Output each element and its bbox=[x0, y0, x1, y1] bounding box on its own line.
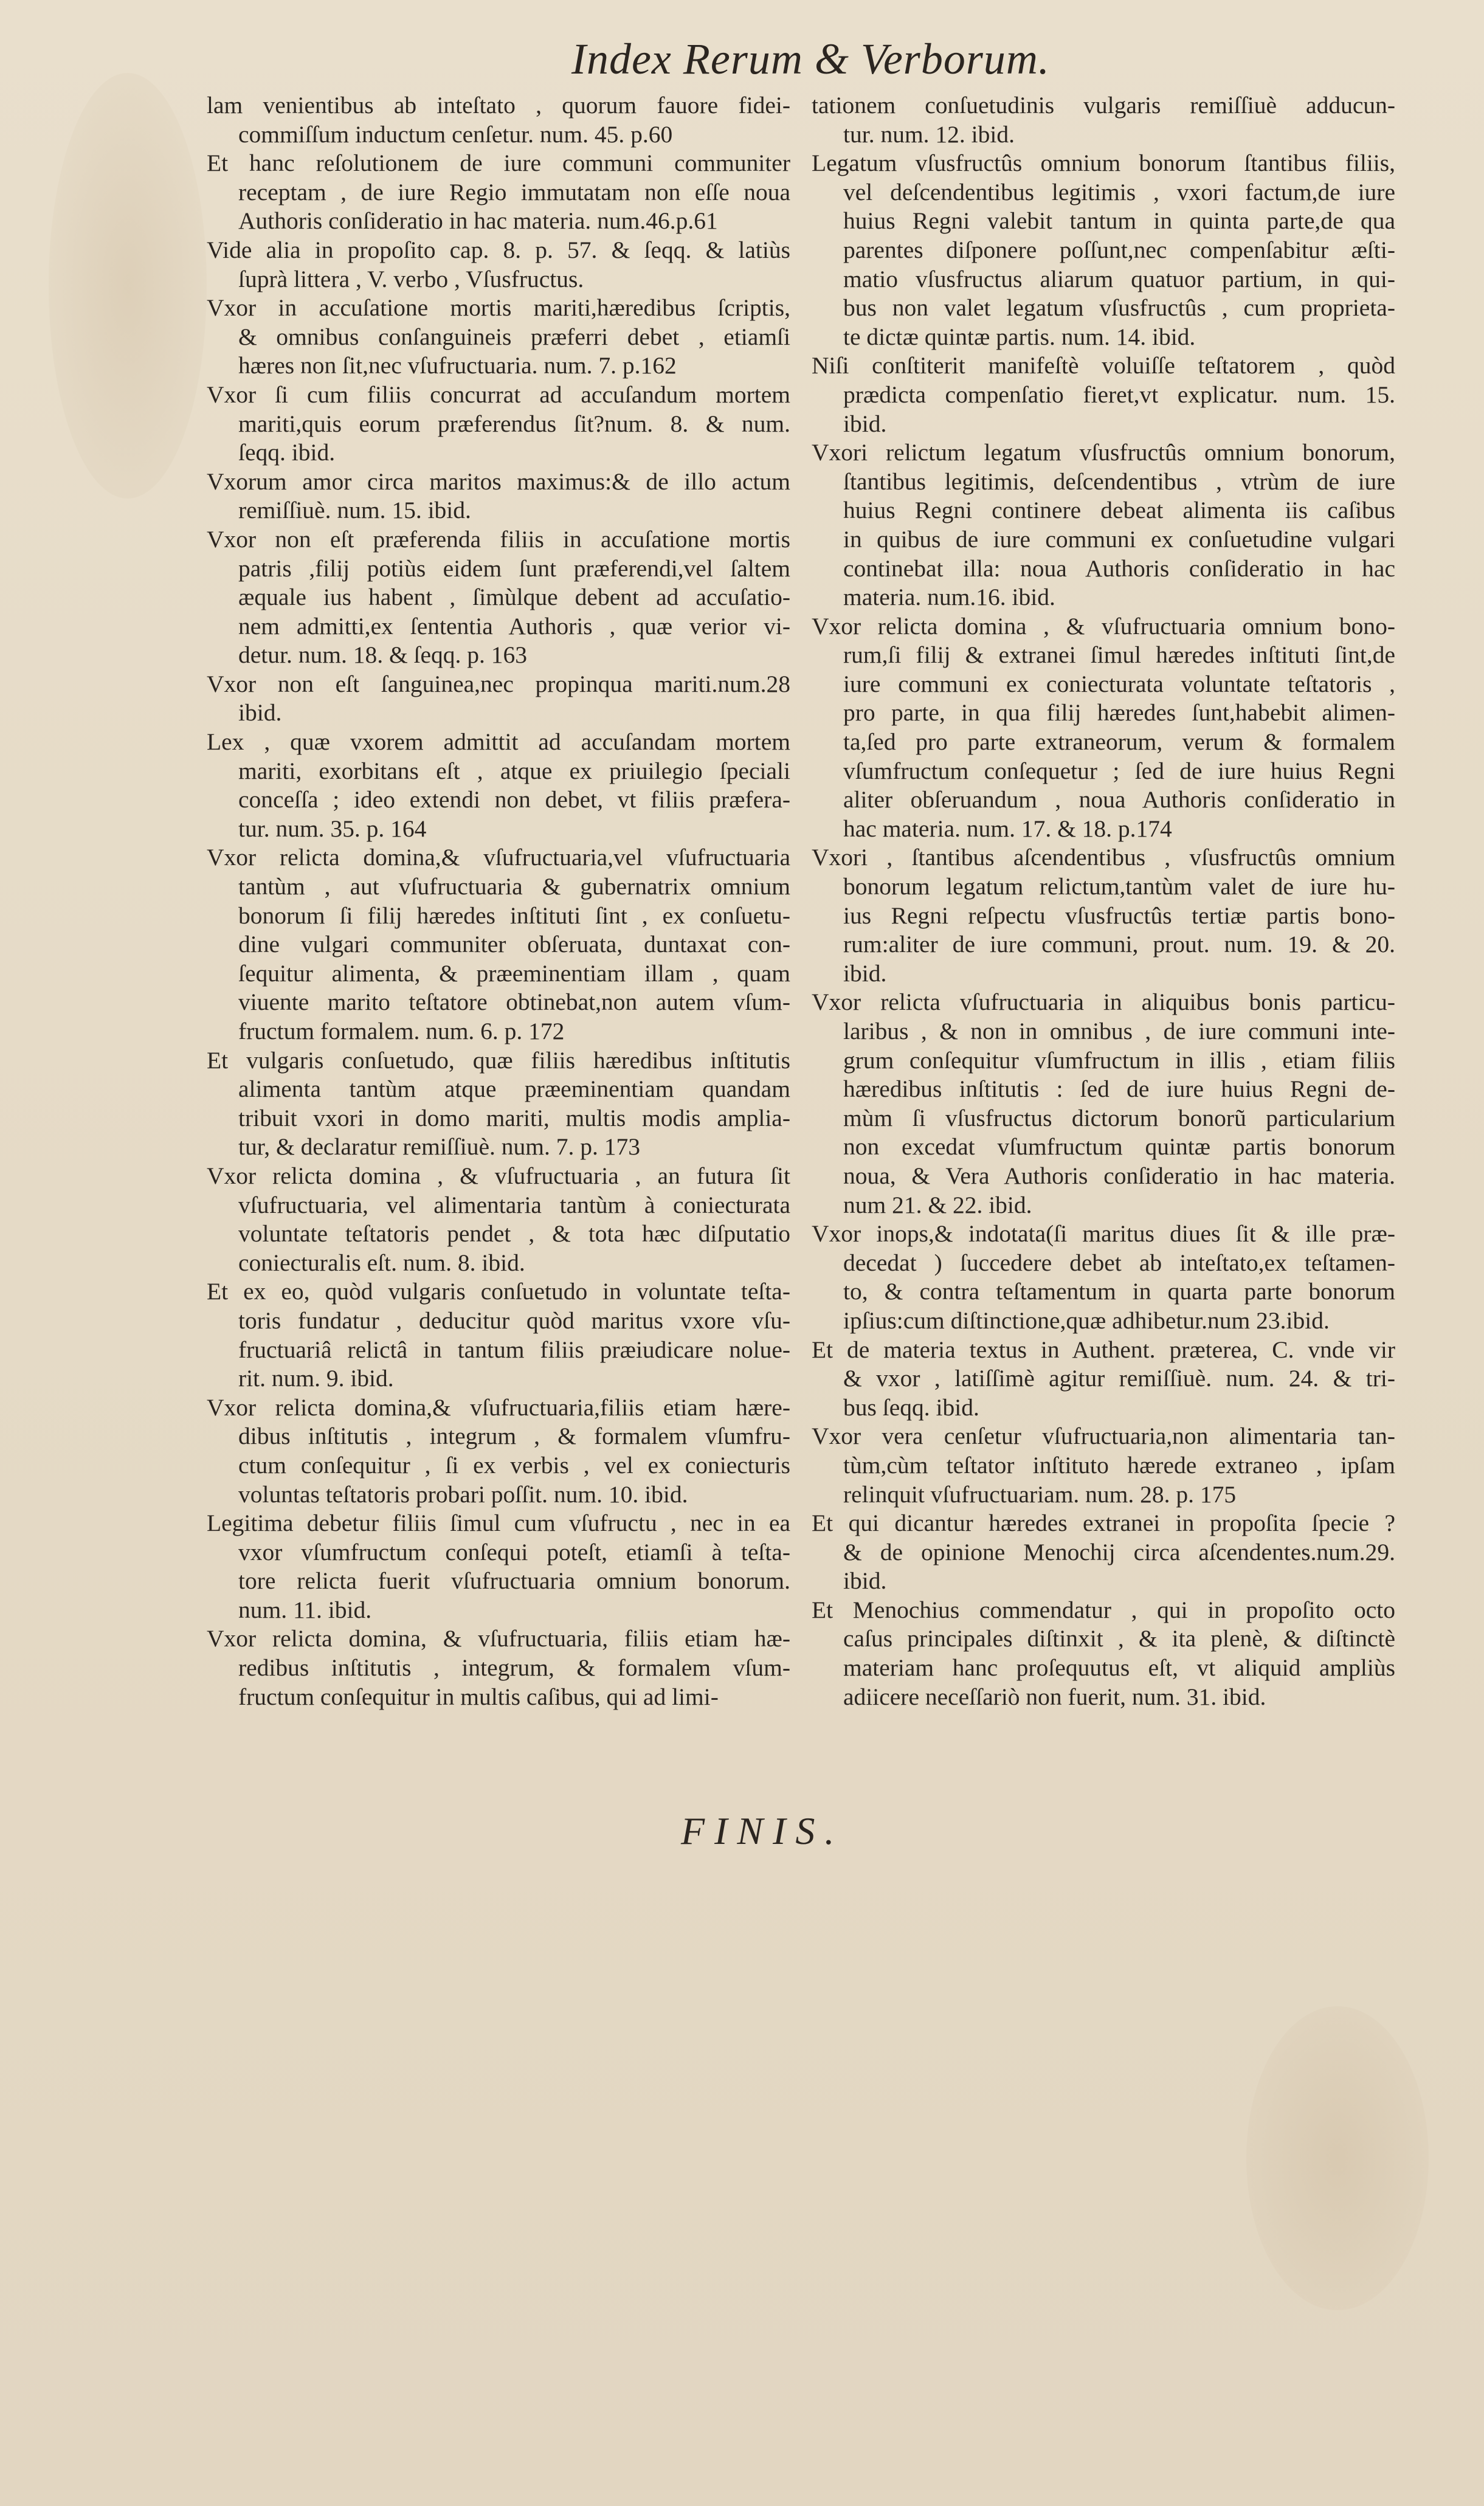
index-entry-line: Legitima debetur filiis ſimul cum vſufructu , nec in ea bbox=[207, 1510, 790, 1537]
index-entry-line: nem admitti,ex ſententia Authoris , quæ verior vi- bbox=[238, 612, 790, 640]
index-entry-line: tore relicta fuerit vſufructuaria omnium bonorum. bbox=[238, 1567, 790, 1595]
index-entry-line: materia. num.16. ibid. bbox=[843, 584, 1055, 611]
index-entry-line: te dictæ quintæ partis. num. 14. ibid. bbox=[843, 323, 1196, 350]
index-entry-line: Vxor relicta domina, & vſufructuaria, filiis etiam hæ- bbox=[207, 1625, 790, 1652]
index-entry-line: ius Regni reſpectu vſusfructûs tertiæ partis bono- bbox=[843, 902, 1395, 929]
index-entry-line: mariti,quis eorum præferendus ſit?num. 8. & num. bbox=[238, 410, 790, 437]
index-entry-line: & de opinione Menochij circa aſcendentes.num.29. bbox=[843, 1538, 1395, 1565]
index-entry-line: Lex , quæ vxorem admittit ad accuſandam mortem bbox=[207, 728, 790, 756]
index-entry-line: tur. num. 35. p. 164 bbox=[238, 815, 427, 842]
index-entry-line: Vide alia in propoſito cap. 8. p. 57. & ſeqq. & latiùs bbox=[207, 236, 790, 263]
finis-colophon: FINIS. bbox=[681, 1809, 844, 1852]
index-entry bbox=[207, 381, 790, 468]
index-entry-line: voluntate teſtatoris pendet , & tota hæc diſputatio bbox=[238, 1220, 790, 1248]
index-entry bbox=[812, 843, 1395, 988]
index-entry-line: receptam , de iure Regio immutatam non eſſe noua bbox=[238, 178, 790, 205]
index-entry-line: Vxor non eſt ſanguinea,nec propinqua mariti.num.28 bbox=[207, 670, 790, 697]
index-entry bbox=[812, 438, 1395, 612]
index-entry-line: hac materia. num. 17. & 18. p.174 bbox=[843, 815, 1172, 842]
index-entry-line: fructuariâ relictâ in tantum filiis præiudicare nolue- bbox=[238, 1336, 790, 1363]
index-entry bbox=[207, 843, 790, 1046]
index-entry-line: num 21. & 22. ibid. bbox=[843, 1191, 1032, 1218]
index-entry-line: vxor vſumfructum conſequi poteſt, etiamſi à teſta- bbox=[238, 1538, 790, 1565]
index-entry-line: ibid. bbox=[843, 410, 887, 437]
index-entry bbox=[812, 988, 1395, 1220]
index-entry-line: dibus inſtitutis , integrum , & formalem vſumfru- bbox=[238, 1423, 790, 1450]
index-entry-line: in quibus de iure communi ex conſuetudine vulgari bbox=[843, 525, 1395, 553]
index-entry-line: iure communi ex coniecturata voluntate teſtatoris , bbox=[843, 670, 1395, 697]
index-entry bbox=[207, 1046, 790, 1162]
index-entry-line: æquale ius habent , ſimùlque debent ad accuſatio- bbox=[238, 584, 790, 611]
index-entry-line: redibus inſtitutis , integrum, & formalem vſum- bbox=[238, 1654, 790, 1682]
index-entry bbox=[207, 149, 790, 236]
index-entry bbox=[207, 1624, 790, 1711]
page-stain bbox=[1246, 2006, 1429, 2310]
index-entry bbox=[207, 728, 790, 843]
index-entry-line: commiſſum inductum cenſetur. num. 45. p.60 bbox=[238, 120, 673, 148]
index-entry-line: rum:aliter de iure communi, prout. num. 19. & 20. bbox=[843, 931, 1395, 958]
index-entry-line: continebat illa: noua Authoris conſideratio in hac bbox=[843, 554, 1395, 582]
index-entry-line: ſeqq. ibid. bbox=[238, 439, 336, 466]
index-entry-line: decedat ) ſuccedere debet ab inteſtato,ex teſtamen- bbox=[843, 1249, 1395, 1276]
index-entry-line: Vxor vera cenſetur vſufructuaria,non alimentaria tan- bbox=[812, 1423, 1395, 1450]
index-entry bbox=[207, 1509, 790, 1624]
index-entry-line: dine vulgari communiter obſeruata, duntaxat con- bbox=[238, 931, 790, 958]
index-entry-line: alimenta tantùm atque præeminentiam quandam bbox=[238, 1075, 790, 1103]
index-entry-line: bonorum legatum relictum,tantùm valet de iure hu- bbox=[843, 873, 1395, 900]
index-entry-line: noua, & Vera Authoris conſideratio in hac materia. bbox=[843, 1162, 1395, 1189]
index-entry-line: Et Menochius commendatur , qui in propoſito octo bbox=[812, 1596, 1395, 1623]
index-entry-line: Et vulgaris conſuetudo, quæ filiis hæredibus inſtitutis bbox=[207, 1046, 790, 1074]
index-entry-line: Vxor relicta domina,& vſufructuaria,vel vſufructuaria bbox=[207, 844, 790, 871]
index-entry-line: conceſſa ; ideo extendi non debet, vt filiis præfera- bbox=[238, 786, 790, 813]
page-header-title: Index Rerum & Verborum. bbox=[571, 35, 1050, 83]
index-entry-line: bus non valet legatum vſusfructûs , cum proprieta- bbox=[843, 294, 1395, 322]
index-entry-line: relinquit vſufructuariam. num. 28. p. 175 bbox=[843, 1480, 1237, 1508]
index-entry-line: Vxorum amor circa maritos maximus:& de illo actum bbox=[207, 468, 790, 495]
index-entry bbox=[812, 91, 1395, 149]
index-entry-line: num. 11. ibid. bbox=[238, 1596, 372, 1623]
index-column-left bbox=[207, 91, 790, 1711]
index-entry-line: viuente marito teſtatore obtinebat,non autem vſum- bbox=[238, 989, 790, 1016]
index-entry-line: Et qui dicantur hæredes extranei in propoſita ſpecie ? bbox=[812, 1510, 1395, 1537]
index-entry-line: ibid. bbox=[843, 959, 887, 987]
index-entry-line: fructum conſequitur in multis caſibus, qui ad limi- bbox=[238, 1683, 719, 1710]
index-entry-line: prædicta compenſatio fieret,vt explicatur. num. 15. bbox=[843, 381, 1395, 408]
index-entry-line: non excedat vſumfructum quintæ partis bonorum bbox=[843, 1133, 1395, 1161]
index-entry-line: pro parte, in qua filij hæredes ſunt,habebit alimen- bbox=[843, 699, 1395, 727]
index-entry-line: Vxor relicta vſufructuaria in aliquibus bonis particu- bbox=[812, 989, 1395, 1016]
index-entry-line: Vxor inops,& indotata(ſi maritus diues ſit & ille præ- bbox=[812, 1220, 1395, 1248]
index-entry-line: bonorum ſi filij hæredes inſtituti ſint , ex conſuetu- bbox=[238, 902, 790, 929]
index-entry-line: rit. num. 9. ibid. bbox=[238, 1365, 394, 1392]
index-entry-line: adiicere neceſſariò non fuerit, num. 31. ibid. bbox=[843, 1683, 1266, 1710]
index-entry-line: ſequitur alimenta, & præeminentiam illam , quam bbox=[238, 959, 790, 987]
index-entry bbox=[207, 91, 790, 149]
page-stain bbox=[49, 73, 207, 499]
index-entry-line: bus ſeqq. ibid. bbox=[843, 1393, 979, 1421]
index-entry bbox=[207, 236, 790, 294]
index-entry-line: patris ,filij potiùs eidem ſunt præferendi,vel ſaltem bbox=[238, 554, 790, 582]
index-entry-line: grum conſequitur vſumfructum in illis , etiam filiis bbox=[843, 1046, 1395, 1074]
index-entry-line: Authoris conſideratio in hac materia. num.46.p.61 bbox=[238, 207, 718, 235]
index-entry bbox=[812, 1336, 1395, 1423]
index-entry-line: Vxor ſi cum filiis concurrat ad accuſandum mortem bbox=[207, 381, 790, 408]
index-entry-line: ctum conſequitur , ſi ex verbis , vel ex coniecturis bbox=[238, 1451, 790, 1479]
index-entry-line: Vxor in accuſatione mortis mariti,hæredibus ſcriptis, bbox=[207, 294, 790, 322]
index-entry-line: vſufructuaria, vel alimentaria tantùm à coniecturata bbox=[238, 1191, 790, 1218]
index-entry-line: tribuit vxori in domo mariti, multis modis amplia- bbox=[238, 1104, 790, 1131]
index-column-right bbox=[812, 91, 1395, 1711]
index-entry-line: ta,ſed pro parte extraneorum, verum & formalem bbox=[843, 728, 1395, 756]
index-entry-line: lam venientibus ab inteſtato , quorum fauore fidei- bbox=[207, 92, 790, 119]
index-entry-line: hæredibus inſtitutis : ſed de iure huius Regni de- bbox=[843, 1075, 1395, 1103]
index-entry-line: Vxor non eſt præferenda filiis in accuſatione mortis bbox=[207, 525, 790, 553]
index-entry bbox=[812, 1596, 1395, 1711]
index-entry-line: huius Regni valebit tantum in quinta parte,de qua bbox=[843, 207, 1395, 235]
index-entry-line: tur. num. 12. ibid. bbox=[843, 120, 1015, 148]
index-entry bbox=[812, 1509, 1395, 1596]
index-entry-line: ibid. bbox=[843, 1567, 887, 1595]
index-entry-line: hæres non ſit,nec vſufructuaria. num. 7. p.162 bbox=[238, 352, 677, 379]
index-entry-line: & omnibus conſanguineis præferri debet , etiamſi bbox=[238, 323, 790, 350]
index-entry-line: Vxori relictum legatum vſusfructûs omnium bonorum, bbox=[812, 439, 1395, 466]
index-entry-line: voluntas teſtatoris probari poſſit. num. 10. ibid. bbox=[238, 1480, 688, 1508]
index-entry bbox=[812, 612, 1395, 844]
index-entry-line: tationem conſuetudinis vulgaris remiſſiuè adducun- bbox=[812, 92, 1395, 119]
index-entry-line: tantùm , aut vſufructuaria & gubernatrix omnium bbox=[238, 873, 790, 900]
index-entry-line: to, & contra teſtamentum in quarta parte bonorum bbox=[843, 1278, 1395, 1305]
index-entry-line: tur, & declaratur remiſſiuè. num. 7. p. 173 bbox=[238, 1133, 640, 1161]
index-entry bbox=[207, 1393, 790, 1509]
index-entry-line: ſtantibus legitimis, deſcendentibus , vtrùm de iure bbox=[843, 468, 1395, 495]
index-entry bbox=[207, 1277, 790, 1393]
index-entry-line: Et de materia textus in Authent. præterea, C. vnde vir bbox=[812, 1336, 1395, 1363]
index-entry bbox=[812, 351, 1395, 438]
index-entry bbox=[812, 1422, 1395, 1509]
index-entry bbox=[207, 525, 790, 670]
index-entry-line: ipſius:cum diſtinctione,quæ adhibetur.num 23.ibid. bbox=[843, 1307, 1330, 1334]
index-entry-line: Legatum vſusfructûs omnium bonorum ſtantibus filiis, bbox=[812, 150, 1395, 177]
index-entry-line: caſus principales diſtinxit , & ita plenè, & diſtinctè bbox=[843, 1625, 1395, 1652]
index-entry-line: materiam hanc proſequutus eſt, vt aliquid ampliùs bbox=[843, 1654, 1395, 1682]
index-entry-line: detur. num. 18. & ſeqq. p. 163 bbox=[238, 641, 528, 669]
index-entry-line: matio vſusfructus aliarum quatuor partium, in qui- bbox=[843, 265, 1395, 292]
index-entry bbox=[812, 149, 1395, 351]
index-entry-line: mùm ſi vſusfructus dictorum bonorũ particularium bbox=[843, 1104, 1395, 1131]
index-entry-line: huius Regni continere debeat alimenta iis caſibus bbox=[843, 497, 1395, 524]
index-entry-line: ibid. bbox=[238, 699, 282, 727]
index-entry-line: & vxor , latiſſimè agitur remiſſiuè. num. 24. & tri- bbox=[843, 1365, 1395, 1392]
index-entry-line: parentes diſponere poſſunt,nec compenſabitur æſti- bbox=[843, 236, 1395, 263]
index-entry-line: Vxor relicta domina , & vſufructuaria omnium bono- bbox=[812, 612, 1395, 640]
index-entry-line: Vxor relicta domina , & vſufructuaria , an futura ſit bbox=[207, 1162, 790, 1189]
index-entry bbox=[207, 468, 790, 525]
index-entry-line: vel deſcendentibus legitimis , vxori factum,de iure bbox=[843, 178, 1395, 205]
index-entry-line: rum,ſi filij & extranei ſimul hæredes inſtituti ſint,de bbox=[843, 641, 1395, 669]
index-entry-line: tùm,cùm teſtator inſtituto hærede extraneo , ipſam bbox=[843, 1451, 1395, 1479]
index-entry-line: laribus , & non in omnibus , de iure communi inte- bbox=[843, 1018, 1395, 1044]
index-entry-line: coniecturalis eſt. num. 8. ibid. bbox=[238, 1249, 525, 1276]
index-entry-line: Vxori , ſtantibus aſcendentibus , vſusfructûs omnium bbox=[812, 844, 1395, 871]
index-entry-line: Vxor relicta domina,& vſufructuaria,filiis etiam hære- bbox=[207, 1393, 790, 1421]
index-entry-line: remiſſiuè. num. 15. ibid. bbox=[238, 497, 471, 524]
index-entry-line: Niſi conſtiterit manifeſtè voluiſſe teſtatorem , quòd bbox=[812, 352, 1395, 379]
index-entry bbox=[812, 1220, 1395, 1335]
index-entry bbox=[207, 294, 790, 381]
index-entry-line: Et ex eo, quòd vulgaris conſuetudo in voluntate teſta- bbox=[207, 1278, 790, 1305]
index-entry-line: mariti, exorbitans eſt , atque ex priuilegio ſpeciali bbox=[238, 757, 790, 784]
index-entry bbox=[207, 670, 790, 728]
index-entry-line: vſumfructum conſequetur ; ſed de iure huius Regni bbox=[843, 757, 1395, 784]
index-entry-line: Et hanc reſolutionem de iure communi communiter bbox=[207, 150, 790, 177]
index-entry-line: aliter obſeruandum , noua Authoris conſideratio in bbox=[843, 786, 1395, 813]
index-entry-line: toris fundatur , deducitur quòd maritus vxore vſu- bbox=[238, 1307, 790, 1334]
index-entry-line: ſuprà littera , V. verbo , Vſusfructus. bbox=[238, 265, 584, 292]
index-entry-line: fructum formalem. num. 6. p. 172 bbox=[238, 1018, 565, 1044]
index-entry bbox=[207, 1162, 790, 1277]
